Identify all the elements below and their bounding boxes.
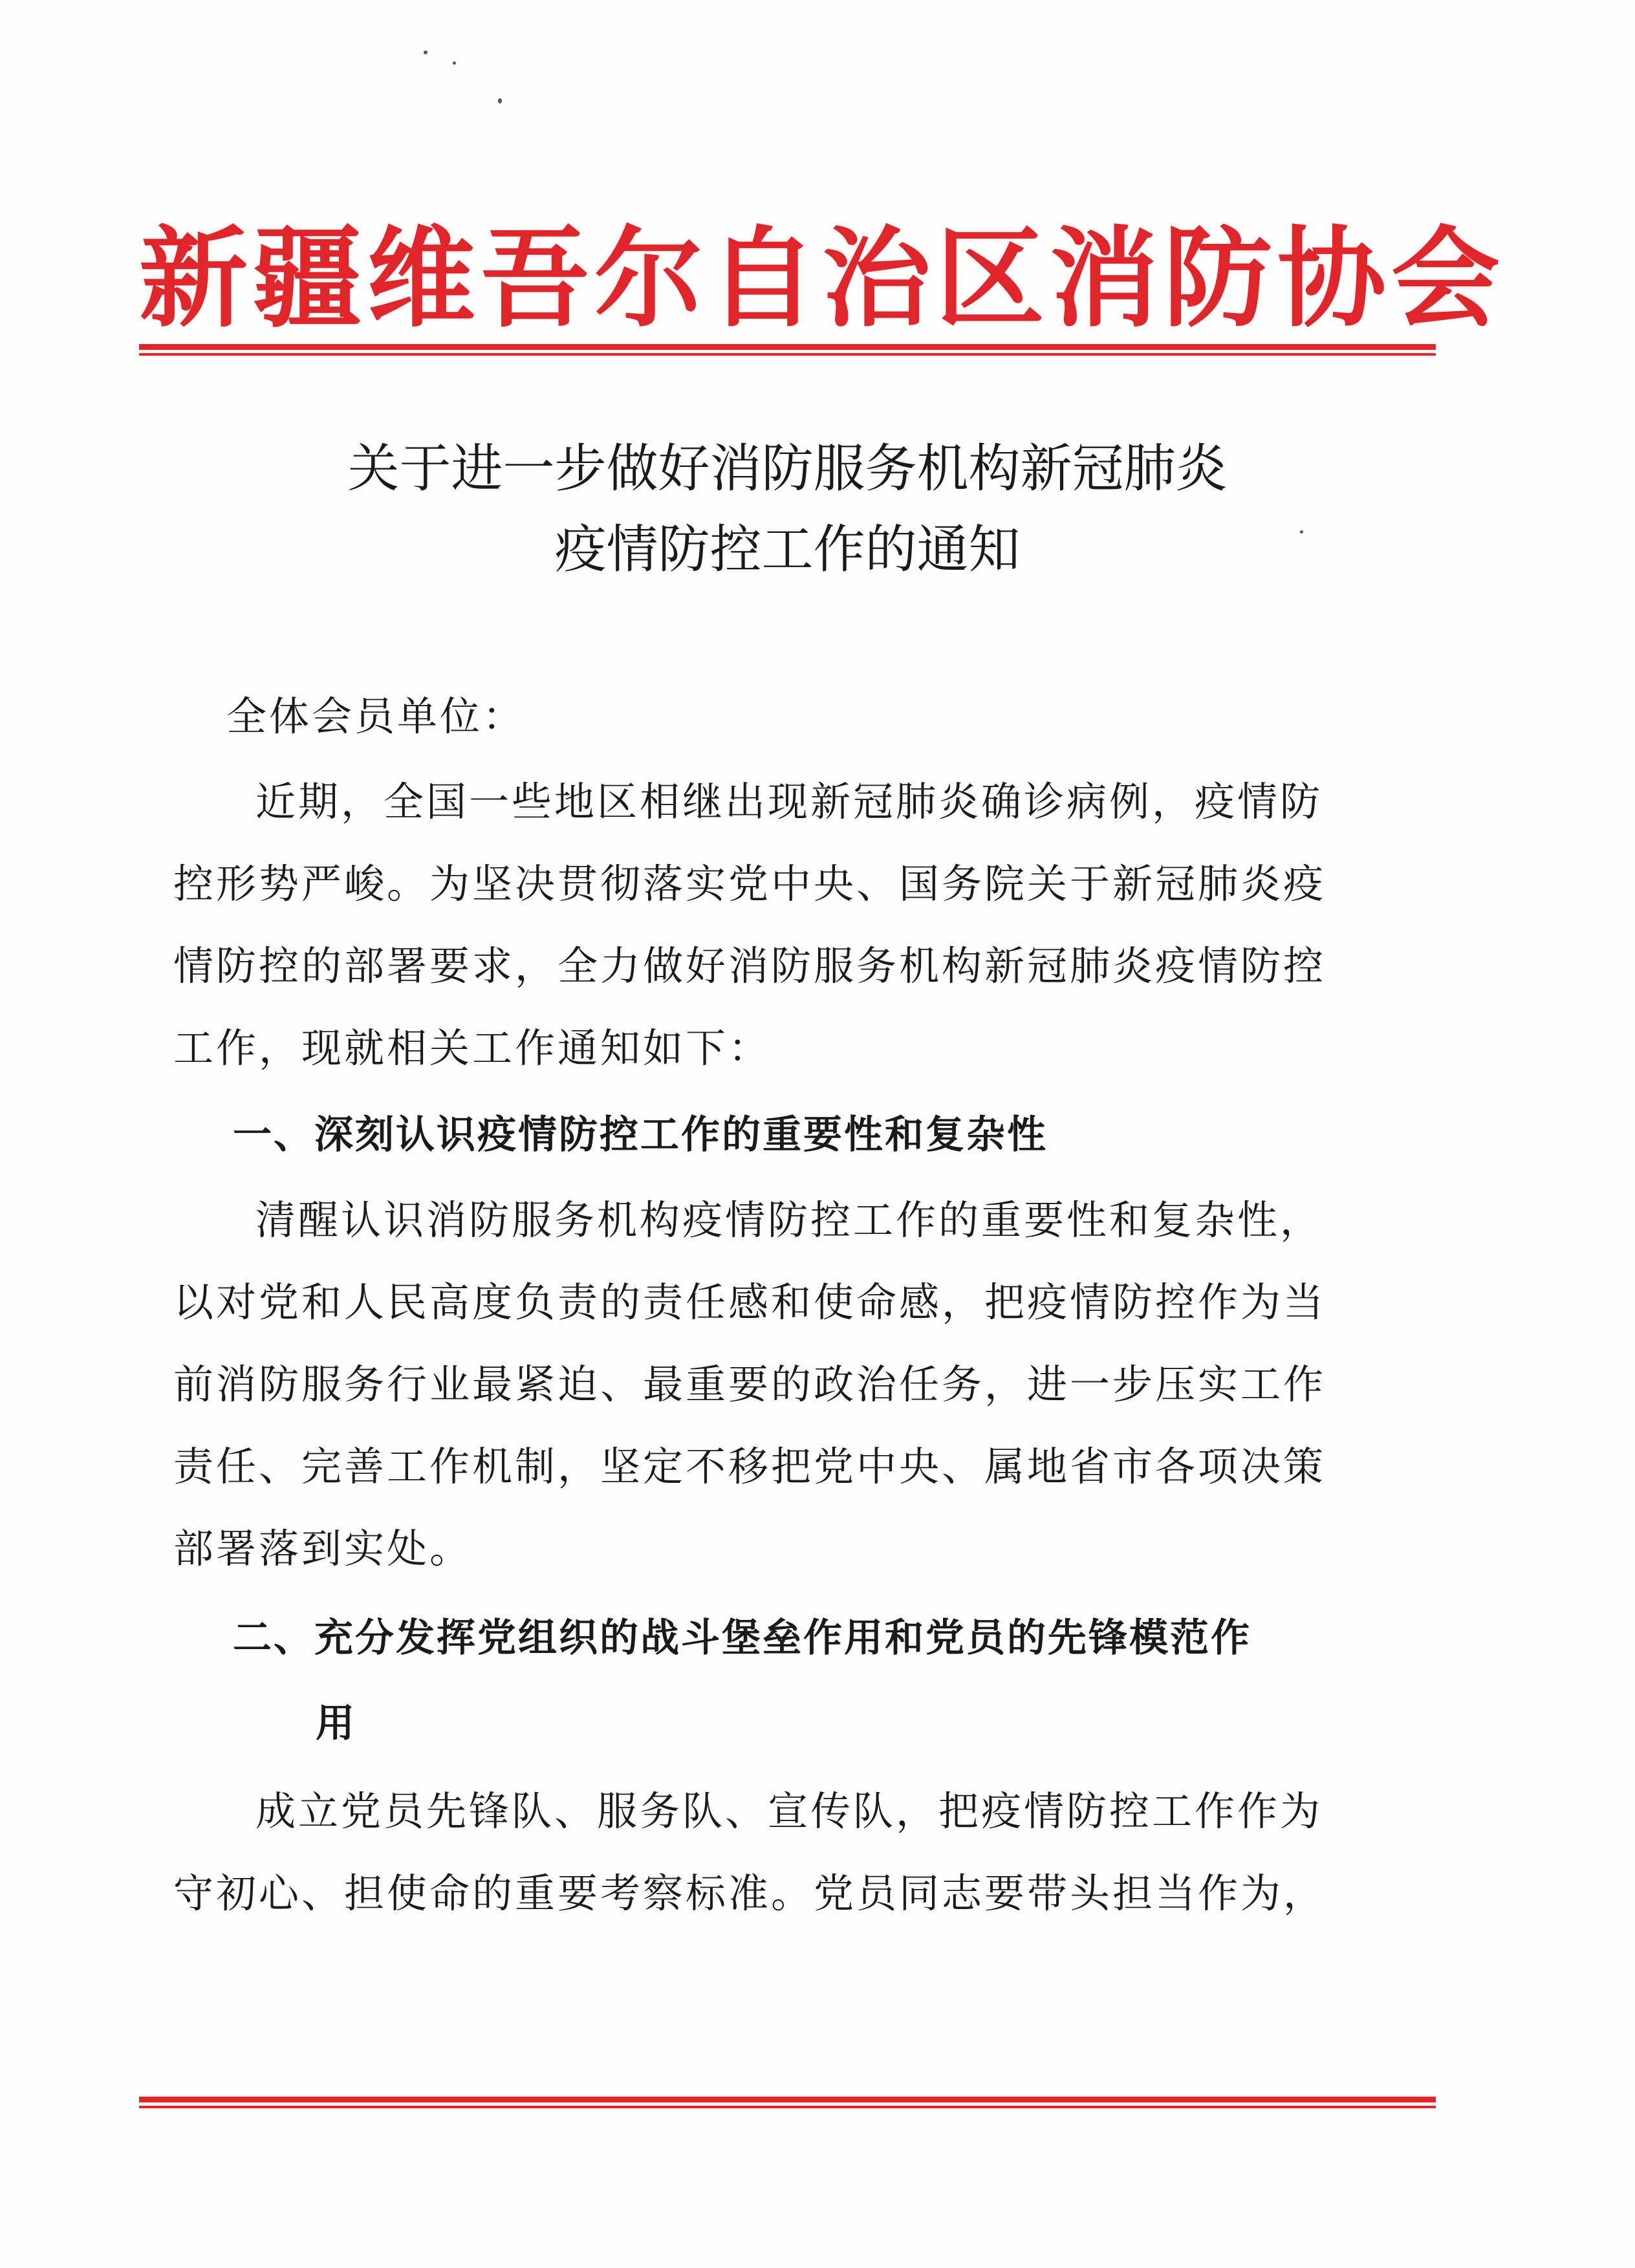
- section-2-heading: 二、充分发挥党组织的战斗堡垒作用和党员的先锋模范作: [233, 1615, 1251, 1661]
- section-2-line: 守初心、担使命的重要考察标准。党员同志要带头担当作为，: [173, 1870, 1326, 1917]
- header-red-rule: [139, 344, 1436, 356]
- section-1-heading: 一、深刻认识疫情防控工作的重要性和复杂性: [233, 1112, 1048, 1158]
- salutation: 全体会员单位：: [226, 693, 526, 740]
- document-title-line-2: 疫情防控工作的通知: [554, 519, 1021, 579]
- scan-speck: [424, 50, 428, 54]
- scan-speck: [453, 61, 456, 65]
- scan-speck: [498, 98, 502, 103]
- intro-line: 工作，现就相关工作通知如下：: [173, 1024, 772, 1072]
- intro-line: 控形势严峻。为坚决贯彻落实党中央、国务院关于新冠肺炎疫: [173, 860, 1326, 907]
- intro-line: 近期，全国一些地区相继出现新冠肺炎确诊病例，疫情防: [255, 778, 1323, 825]
- section-2-line: 成立党员先锋队、服务队、宣传队，把疫情防控工作作为: [255, 1787, 1323, 1835]
- intro-line: 情防控的部署要求，全力做好消防服务机构新冠肺炎疫情防控: [173, 942, 1326, 989]
- document-title-line-1: 关于进一步做好消防服务机构新冠肺炎: [347, 438, 1228, 499]
- section-1-line: 清醒认识消防服务机构疫情防控工作的重要性和复杂性，: [255, 1196, 1323, 1244]
- footer-red-rule: [139, 2097, 1436, 2108]
- section-1-line: 责任、完善工作机制，坚定不移把党中央、属地省市各项决策: [173, 1443, 1326, 1490]
- organization-header: 新疆维吾尔自治区消防协会: [139, 214, 1505, 342]
- section-1-line: 部署落到实处。: [173, 1525, 473, 1572]
- section-1-line: 前消防服务行业最紧迫、最重要的政治任务，进一步压实工作: [173, 1361, 1326, 1408]
- section-2-heading-continued: 用: [316, 1701, 356, 1746]
- section-1-line: 以对党和人民高度负责的责任感和使命感，把疫情防控作为当: [173, 1279, 1326, 1326]
